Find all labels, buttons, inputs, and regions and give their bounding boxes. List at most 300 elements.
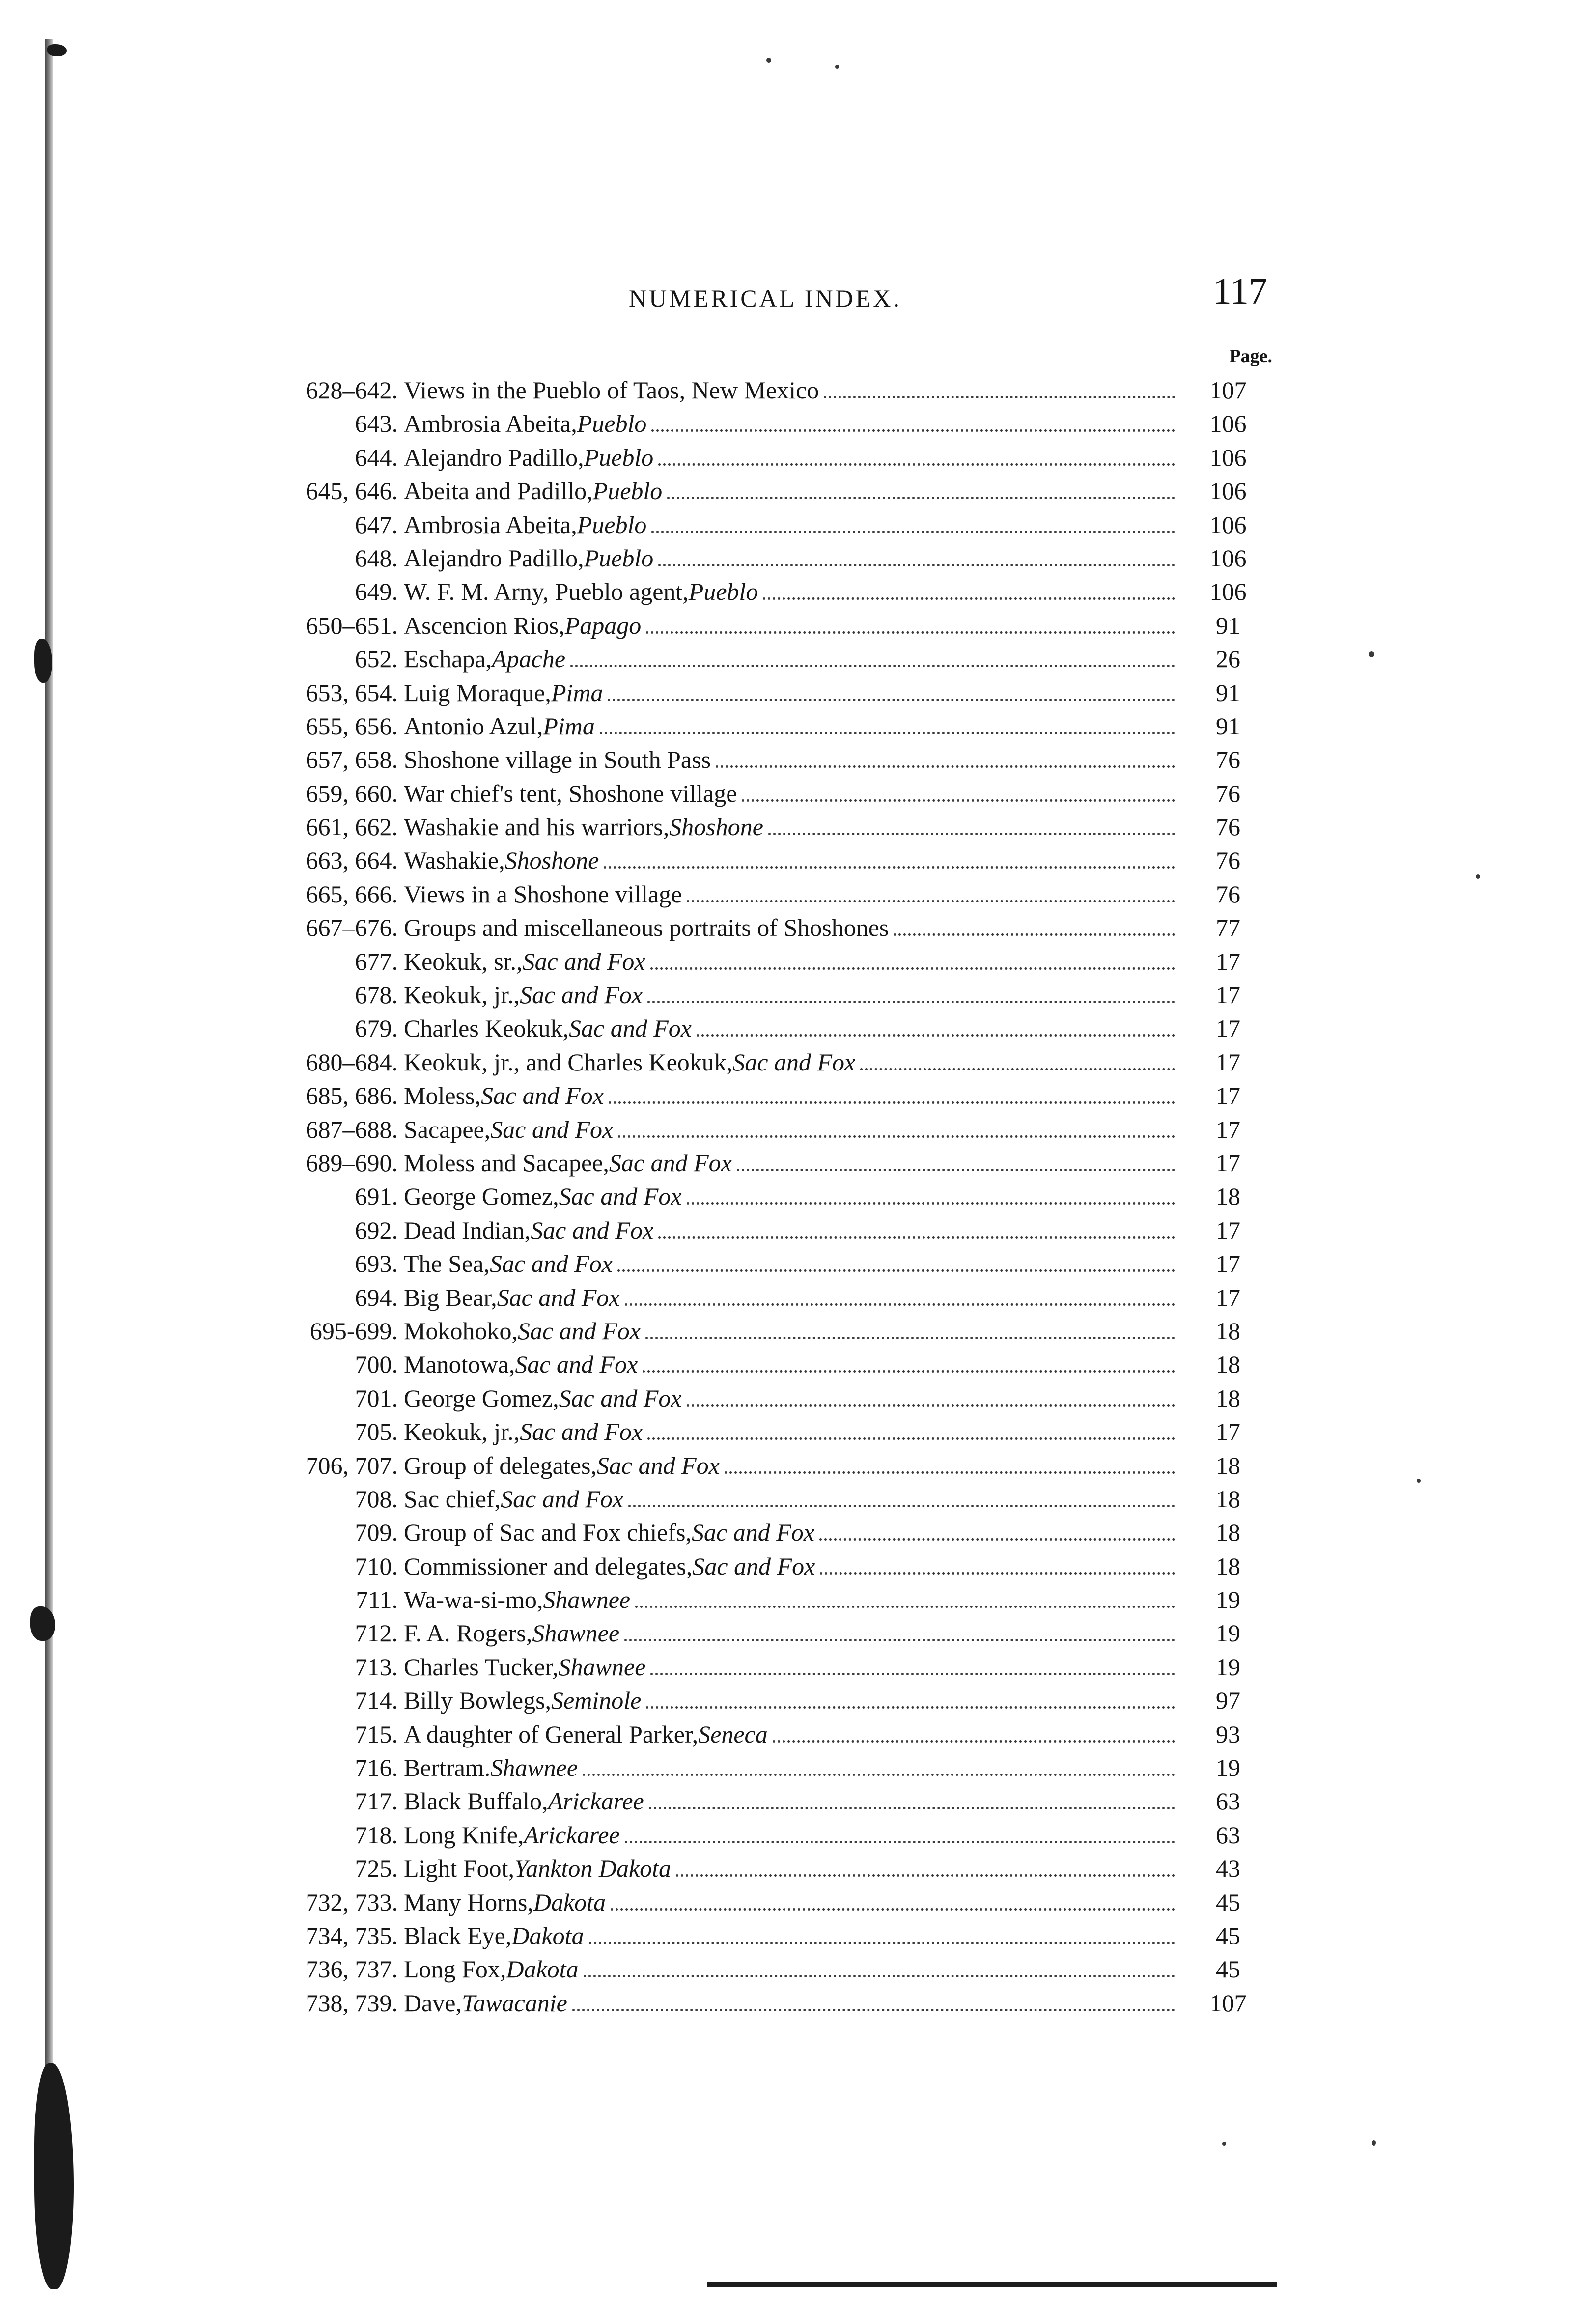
entry-tribe: Sac and Fox — [531, 1216, 654, 1244]
entry-page: 91 — [1216, 712, 1240, 740]
entry-title: Group of delegates, — [404, 1451, 597, 1479]
entry-text — [404, 1113, 1175, 1146]
index-row — [275, 1012, 1277, 1045]
entry-text — [404, 676, 1175, 709]
entry-tribe: Sac and Fox — [497, 1283, 620, 1311]
entry-text — [404, 1482, 1175, 1516]
entry-page: 76 — [1216, 746, 1240, 774]
binding-blot — [47, 44, 67, 56]
dot-leader — [635, 1606, 1175, 1608]
dot-leader — [584, 1975, 1175, 1977]
entry-number: 716. — [355, 1754, 398, 1782]
entry-number: 663, 664. — [306, 846, 398, 874]
entry-title: Keokuk, sr., — [404, 947, 523, 975]
entry-tribe: Sac and Fox — [515, 1351, 638, 1379]
entry-number: 725. — [355, 1855, 398, 1883]
index-row — [275, 1986, 1277, 2020]
dot-leader — [716, 765, 1175, 768]
dot-leader — [647, 1001, 1175, 1003]
entry-page: 17 — [1216, 981, 1240, 1009]
dot-leader — [658, 1236, 1175, 1239]
entry-page: 18 — [1216, 1183, 1240, 1211]
entry-page: 19 — [1216, 1586, 1240, 1614]
dot-leader — [611, 1908, 1175, 1911]
entry-tribe: Pima — [551, 678, 603, 706]
entry-title: Charles Tucker, — [404, 1653, 559, 1681]
dot-leader — [625, 1303, 1175, 1306]
entry-number: 715. — [355, 1720, 398, 1748]
dot-leader — [583, 1774, 1175, 1776]
entry-page: 17 — [1216, 1216, 1240, 1244]
entry-title: Group of Sac and Fox chiefs, — [404, 1519, 692, 1547]
entry-text — [404, 575, 1175, 608]
entry-title: Dave, — [404, 1989, 462, 2017]
dot-leader — [646, 631, 1175, 634]
entry-page: 18 — [1216, 1485, 1240, 1513]
entry-text — [404, 541, 1175, 575]
entry-tribe: Pueblo — [577, 410, 647, 438]
entry-tribe: Pueblo — [584, 443, 654, 471]
entry-number: 665, 666. — [306, 880, 398, 908]
entry-number: 708. — [355, 1485, 398, 1513]
entry-number: 648. — [355, 544, 398, 572]
entry-tribe: Shawnee — [490, 1754, 578, 1782]
entry-page: 107 — [1209, 1989, 1247, 2017]
entry-tribe: Arickaree — [548, 1787, 644, 1815]
entry-tribe: Sac and Fox — [609, 1149, 732, 1177]
entry-tribe: Pima — [543, 712, 595, 740]
index-row — [275, 1852, 1277, 1885]
entry-tribe: Sac and Fox — [732, 1048, 856, 1076]
dot-leader — [742, 799, 1175, 802]
ink-speck — [766, 58, 771, 63]
index-row — [275, 1079, 1277, 1112]
entry-title: Groups and miscellaneous portraits of Shoshones — [404, 914, 889, 942]
entry-text — [404, 1852, 1175, 1885]
entry-number: 677. — [355, 947, 398, 975]
entry-tribe: Dakota — [511, 1921, 584, 1949]
entry-title: Big Bear, — [404, 1283, 497, 1311]
entry-title: Long Fox, — [404, 1955, 506, 1983]
entry-page: 91 — [1216, 678, 1240, 706]
entry-tribe: Shawnee — [532, 1619, 620, 1647]
entry-text — [404, 642, 1175, 676]
entry-text — [404, 373, 1175, 407]
dot-leader — [737, 1169, 1175, 1171]
entry-text — [404, 1079, 1175, 1112]
entry-number: 649. — [355, 578, 398, 606]
entry-page: 106 — [1209, 410, 1247, 438]
entry-page: 19 — [1216, 1619, 1240, 1647]
index-row — [275, 1583, 1277, 1616]
dot-leader — [860, 1068, 1175, 1070]
dot-leader — [697, 1034, 1175, 1037]
entry-title: Keokuk, jr., and Charles Keokuk, — [404, 1048, 733, 1076]
entry-title: War chief's tent, Shoshone village — [404, 779, 737, 807]
entry-number: 628–642. — [306, 376, 398, 404]
entry-title: Moless, — [404, 1082, 481, 1110]
entry-title: A daughter of General Parker, — [404, 1720, 699, 1748]
entry-title: Commissioner and delegates, — [404, 1552, 693, 1580]
entry-number: 645, 646. — [306, 477, 398, 505]
entry-title: Sacapee, — [404, 1115, 491, 1143]
dot-leader — [618, 1135, 1175, 1138]
index-row — [275, 373, 1277, 407]
index-row — [275, 1247, 1277, 1280]
index-row — [275, 1549, 1277, 1583]
entry-title: Ambrosia Abeita, — [404, 410, 577, 438]
entry-page: 17 — [1216, 1082, 1240, 1110]
dot-leader — [572, 2009, 1175, 2011]
dot-leader — [624, 1639, 1175, 1641]
entry-title: Views in a Shoshone village — [404, 880, 682, 908]
entry-text — [404, 810, 1175, 844]
index-row — [275, 1516, 1277, 1549]
dot-leader — [819, 1538, 1175, 1541]
entry-page: 45 — [1216, 1888, 1240, 1916]
entry-text — [404, 1718, 1175, 1751]
entry-page: 18 — [1216, 1552, 1240, 1580]
entry-page: 45 — [1216, 1921, 1240, 1949]
entry-tribe: Sac and Fox — [480, 1082, 604, 1110]
dot-leader — [667, 497, 1175, 499]
entry-tribe: Pueblo — [592, 477, 663, 505]
index-row — [275, 1381, 1277, 1415]
entry-title: Antonio Azul, — [404, 712, 543, 740]
entry-text — [404, 1650, 1175, 1684]
ink-speck — [1417, 1479, 1421, 1483]
entry-title: Black Eye, — [404, 1921, 512, 1949]
entry-title: Ascencion Rios, — [404, 611, 565, 639]
index-row — [275, 1281, 1277, 1314]
entry-tribe: Sac and Fox — [569, 1014, 692, 1042]
entry-number: 712. — [355, 1619, 398, 1647]
entry-number: 706, 707. — [306, 1451, 398, 1479]
entry-text — [404, 1213, 1175, 1247]
entry-text — [404, 777, 1175, 810]
dot-leader — [617, 1269, 1175, 1272]
entry-tribe: Sac and Fox — [501, 1485, 624, 1513]
dot-leader — [650, 967, 1175, 970]
index-row — [275, 777, 1277, 810]
entry-tribe: Pueblo — [584, 544, 654, 572]
dot-leader — [725, 1471, 1175, 1474]
dot-leader — [608, 699, 1175, 701]
entry-title: Alejandro Padillo, — [404, 544, 584, 572]
index-row — [275, 1751, 1277, 1784]
index-row — [275, 1886, 1277, 1919]
entry-text — [404, 1314, 1175, 1348]
dot-leader — [687, 900, 1175, 902]
entry-title: The Sea, — [404, 1250, 490, 1278]
entry-number: 705. — [355, 1418, 398, 1446]
entry-text — [404, 1381, 1175, 1415]
index-row — [275, 1919, 1277, 1952]
entry-text — [404, 877, 1175, 911]
index-row — [275, 1818, 1277, 1852]
index-row — [275, 1415, 1277, 1448]
index-row — [275, 441, 1277, 474]
entry-tribe: Tawacanie — [462, 1989, 567, 2017]
entry-number: 653, 654. — [306, 678, 398, 706]
entry-title: Alejandro Padillo, — [404, 443, 584, 471]
entry-page: 106 — [1209, 510, 1247, 538]
entry-text — [404, 1952, 1175, 1986]
entry-page: 19 — [1216, 1754, 1240, 1782]
entry-number: 687–688. — [306, 1115, 398, 1143]
entry-number: 732, 733. — [306, 1888, 398, 1916]
index-row — [275, 844, 1277, 877]
entry-title: Moless and Sacapee, — [404, 1149, 609, 1177]
entry-title: Mokohoko, — [404, 1317, 518, 1345]
entry-page: 63 — [1216, 1821, 1240, 1849]
entry-number: 678. — [355, 981, 398, 1009]
entry-tribe: Shawnee — [558, 1653, 646, 1681]
index-row — [275, 1650, 1277, 1684]
page-header — [290, 270, 1277, 324]
index-row — [275, 978, 1277, 1012]
entry-text — [404, 945, 1175, 978]
entry-number: 644. — [355, 443, 398, 471]
entry-number: 738, 739. — [306, 1989, 398, 2017]
dot-leader — [651, 531, 1175, 533]
index-row — [275, 642, 1277, 676]
dot-leader — [676, 1874, 1175, 1877]
entry-page: 76 — [1216, 846, 1240, 874]
entry-text — [404, 1348, 1175, 1381]
entry-page: 76 — [1216, 779, 1240, 807]
entry-text — [404, 1818, 1175, 1852]
entry-number: 650–651. — [306, 611, 398, 639]
entry-tribe: Pueblo — [577, 510, 647, 538]
index-row — [275, 1213, 1277, 1247]
index-row — [275, 911, 1277, 944]
entry-text — [404, 1616, 1175, 1650]
entry-page: 106 — [1209, 477, 1247, 505]
binding-edge — [45, 39, 53, 2260]
entry-title: Washakie and his warriors, — [404, 813, 670, 841]
entry-page: 77 — [1216, 914, 1240, 942]
dot-leader — [645, 1337, 1175, 1339]
index-row — [275, 676, 1277, 709]
entry-title: Dead Indian, — [404, 1216, 531, 1244]
entry-tribe: Apache — [492, 645, 566, 673]
entry-title: Views in the Pueblo of Taos, New Mexico — [404, 376, 819, 404]
entry-page: 18 — [1216, 1519, 1240, 1547]
entry-tribe: Dakota — [506, 1955, 579, 1983]
dot-leader — [894, 933, 1175, 936]
entry-page: 76 — [1216, 880, 1240, 908]
entry-text — [404, 743, 1175, 776]
index-row — [275, 945, 1277, 978]
index-row — [275, 1718, 1277, 1751]
entry-number: 679. — [355, 1014, 398, 1042]
entry-tribe: Shoshone — [669, 813, 763, 841]
dot-leader — [650, 1673, 1175, 1675]
entry-text — [404, 1549, 1175, 1583]
index-row — [275, 1113, 1277, 1146]
entry-page: 43 — [1216, 1855, 1240, 1883]
entry-text — [404, 1684, 1175, 1717]
dot-leader — [625, 1841, 1175, 1843]
index-row — [275, 1952, 1277, 1986]
dot-leader — [658, 564, 1175, 566]
entry-page: 45 — [1216, 1955, 1240, 1983]
entry-number: 734, 735. — [306, 1921, 398, 1949]
entry-text — [404, 844, 1175, 877]
entry-title: Luig Moraque, — [404, 678, 551, 706]
dot-leader — [609, 1101, 1175, 1104]
entry-page: 19 — [1216, 1653, 1240, 1681]
index-row — [275, 1146, 1277, 1180]
entry-page: 18 — [1216, 1384, 1240, 1412]
entry-title: W. F. M. Arny, Pueblo agent, — [404, 578, 689, 606]
entry-page: 18 — [1216, 1317, 1240, 1345]
entry-number: 680–684. — [306, 1048, 398, 1076]
index-row — [275, 743, 1277, 776]
running-title: NUMERICAL INDEX. — [629, 284, 902, 312]
dot-leader — [773, 1740, 1175, 1743]
index-row — [275, 1314, 1277, 1348]
dot-leader — [687, 1404, 1175, 1407]
index-row — [275, 1684, 1277, 1717]
entry-page: 93 — [1216, 1720, 1240, 1748]
entry-text — [404, 1045, 1175, 1079]
entry-page: 106 — [1209, 578, 1247, 606]
entry-page: 26 — [1216, 645, 1240, 673]
entry-tribe: Shawnee — [543, 1586, 631, 1614]
entry-title: Long Knife, — [404, 1821, 524, 1849]
index-row — [275, 877, 1277, 911]
entry-page: 107 — [1209, 376, 1247, 404]
entry-tribe: Yankton Dakota — [514, 1855, 672, 1883]
index-row — [275, 709, 1277, 743]
entry-number: 655, 656. — [306, 712, 398, 740]
entry-text — [404, 1281, 1175, 1314]
entry-title: Black Buffalo, — [404, 1787, 548, 1815]
entry-title: Wa-wa-si-mo, — [404, 1586, 543, 1614]
entry-tribe: Sac and Fox — [692, 1519, 814, 1547]
entry-text — [404, 1012, 1175, 1045]
entry-tribe: Seneca — [698, 1720, 768, 1748]
entry-page: 17 — [1216, 1250, 1240, 1278]
entry-page: 97 — [1216, 1687, 1240, 1715]
entry-number: 643. — [355, 410, 398, 438]
index-row — [275, 810, 1277, 844]
entry-title: Shoshone village in South Pass — [404, 746, 711, 774]
entry-number: 694. — [355, 1283, 398, 1311]
entry-page: 91 — [1216, 611, 1240, 639]
entry-page: 18 — [1216, 1451, 1240, 1479]
entry-page: 17 — [1216, 1048, 1240, 1076]
index-row — [275, 1784, 1277, 1818]
entry-number: 714. — [355, 1687, 398, 1715]
ink-speck — [835, 65, 839, 69]
entry-number: 652. — [355, 645, 398, 673]
dot-leader — [768, 833, 1175, 835]
dot-leader — [649, 1807, 1175, 1809]
index-row — [275, 1616, 1277, 1650]
index-row — [275, 1348, 1277, 1381]
entry-page: 17 — [1216, 947, 1240, 975]
index-row — [275, 575, 1277, 608]
bottom-rule — [707, 2282, 1277, 2287]
entry-title: Light Foot, — [404, 1855, 515, 1883]
entry-page: 106 — [1209, 443, 1247, 471]
numerical-index — [275, 373, 1277, 2020]
entry-page: 63 — [1216, 1787, 1240, 1815]
entry-number: 736, 737. — [306, 1955, 398, 1983]
entry-text — [404, 441, 1175, 474]
entry-page: 17 — [1216, 1418, 1240, 1446]
entry-title: Washakie, — [404, 846, 505, 874]
entry-text — [404, 911, 1175, 944]
entry-number: 667–676. — [306, 914, 398, 942]
entry-tribe: Seminole — [551, 1687, 642, 1715]
dot-leader — [824, 396, 1175, 398]
entry-tribe: Sac and Fox — [559, 1384, 682, 1412]
entry-text — [404, 508, 1175, 541]
entry-text — [404, 1784, 1175, 1818]
dot-leader — [646, 1706, 1175, 1709]
entry-title: Bertram. — [404, 1754, 491, 1782]
entry-number: 718. — [355, 1821, 398, 1849]
entry-tribe: Papago — [564, 611, 642, 639]
entry-number: 711. — [356, 1586, 398, 1614]
entry-title: Manotowa, — [404, 1351, 515, 1379]
dot-leader — [647, 1437, 1175, 1440]
entry-tribe: Sac and Fox — [692, 1552, 815, 1580]
entry-page: 17 — [1216, 1283, 1240, 1311]
entry-text — [404, 1180, 1175, 1213]
entry-text — [404, 1247, 1175, 1280]
dot-leader — [651, 429, 1175, 432]
entry-page: 18 — [1216, 1351, 1240, 1379]
dot-leader — [600, 732, 1175, 734]
entry-number: 685, 686. — [306, 1082, 398, 1110]
entry-text — [404, 1449, 1175, 1482]
dot-leader — [763, 597, 1175, 600]
entry-number: 693. — [355, 1250, 398, 1278]
dot-leader — [604, 866, 1175, 869]
entry-tribe: Sac and Fox — [517, 1317, 641, 1345]
entry-number: 709. — [355, 1519, 398, 1547]
entry-tribe: Sac and Fox — [490, 1115, 614, 1143]
entry-tribe: Sac and Fox — [489, 1250, 613, 1278]
entry-title: Ambrosia Abeita, — [404, 510, 577, 538]
page-number: 117 — [1212, 271, 1267, 312]
entry-text — [404, 1986, 1175, 2020]
entry-text — [404, 1146, 1175, 1180]
entry-number: 659, 660. — [306, 779, 398, 807]
dot-leader — [628, 1505, 1175, 1507]
dot-leader — [643, 1370, 1175, 1373]
entry-page: 76 — [1216, 813, 1240, 841]
entry-page: 17 — [1216, 1149, 1240, 1177]
page-column-heading: Page. — [1229, 346, 1272, 366]
ink-speck — [1476, 874, 1480, 879]
ink-speck — [1372, 2140, 1376, 2146]
entry-title: Keokuk, jr., — [404, 981, 520, 1009]
entry-text — [404, 1886, 1175, 1919]
entry-text — [404, 407, 1175, 440]
entry-text — [404, 1583, 1175, 1616]
ink-speck — [1369, 651, 1374, 657]
entry-page: 17 — [1216, 1115, 1240, 1143]
ink-speck — [1222, 2142, 1226, 2146]
index-row — [275, 1045, 1277, 1079]
entry-tribe: Sac and Fox — [520, 981, 643, 1009]
